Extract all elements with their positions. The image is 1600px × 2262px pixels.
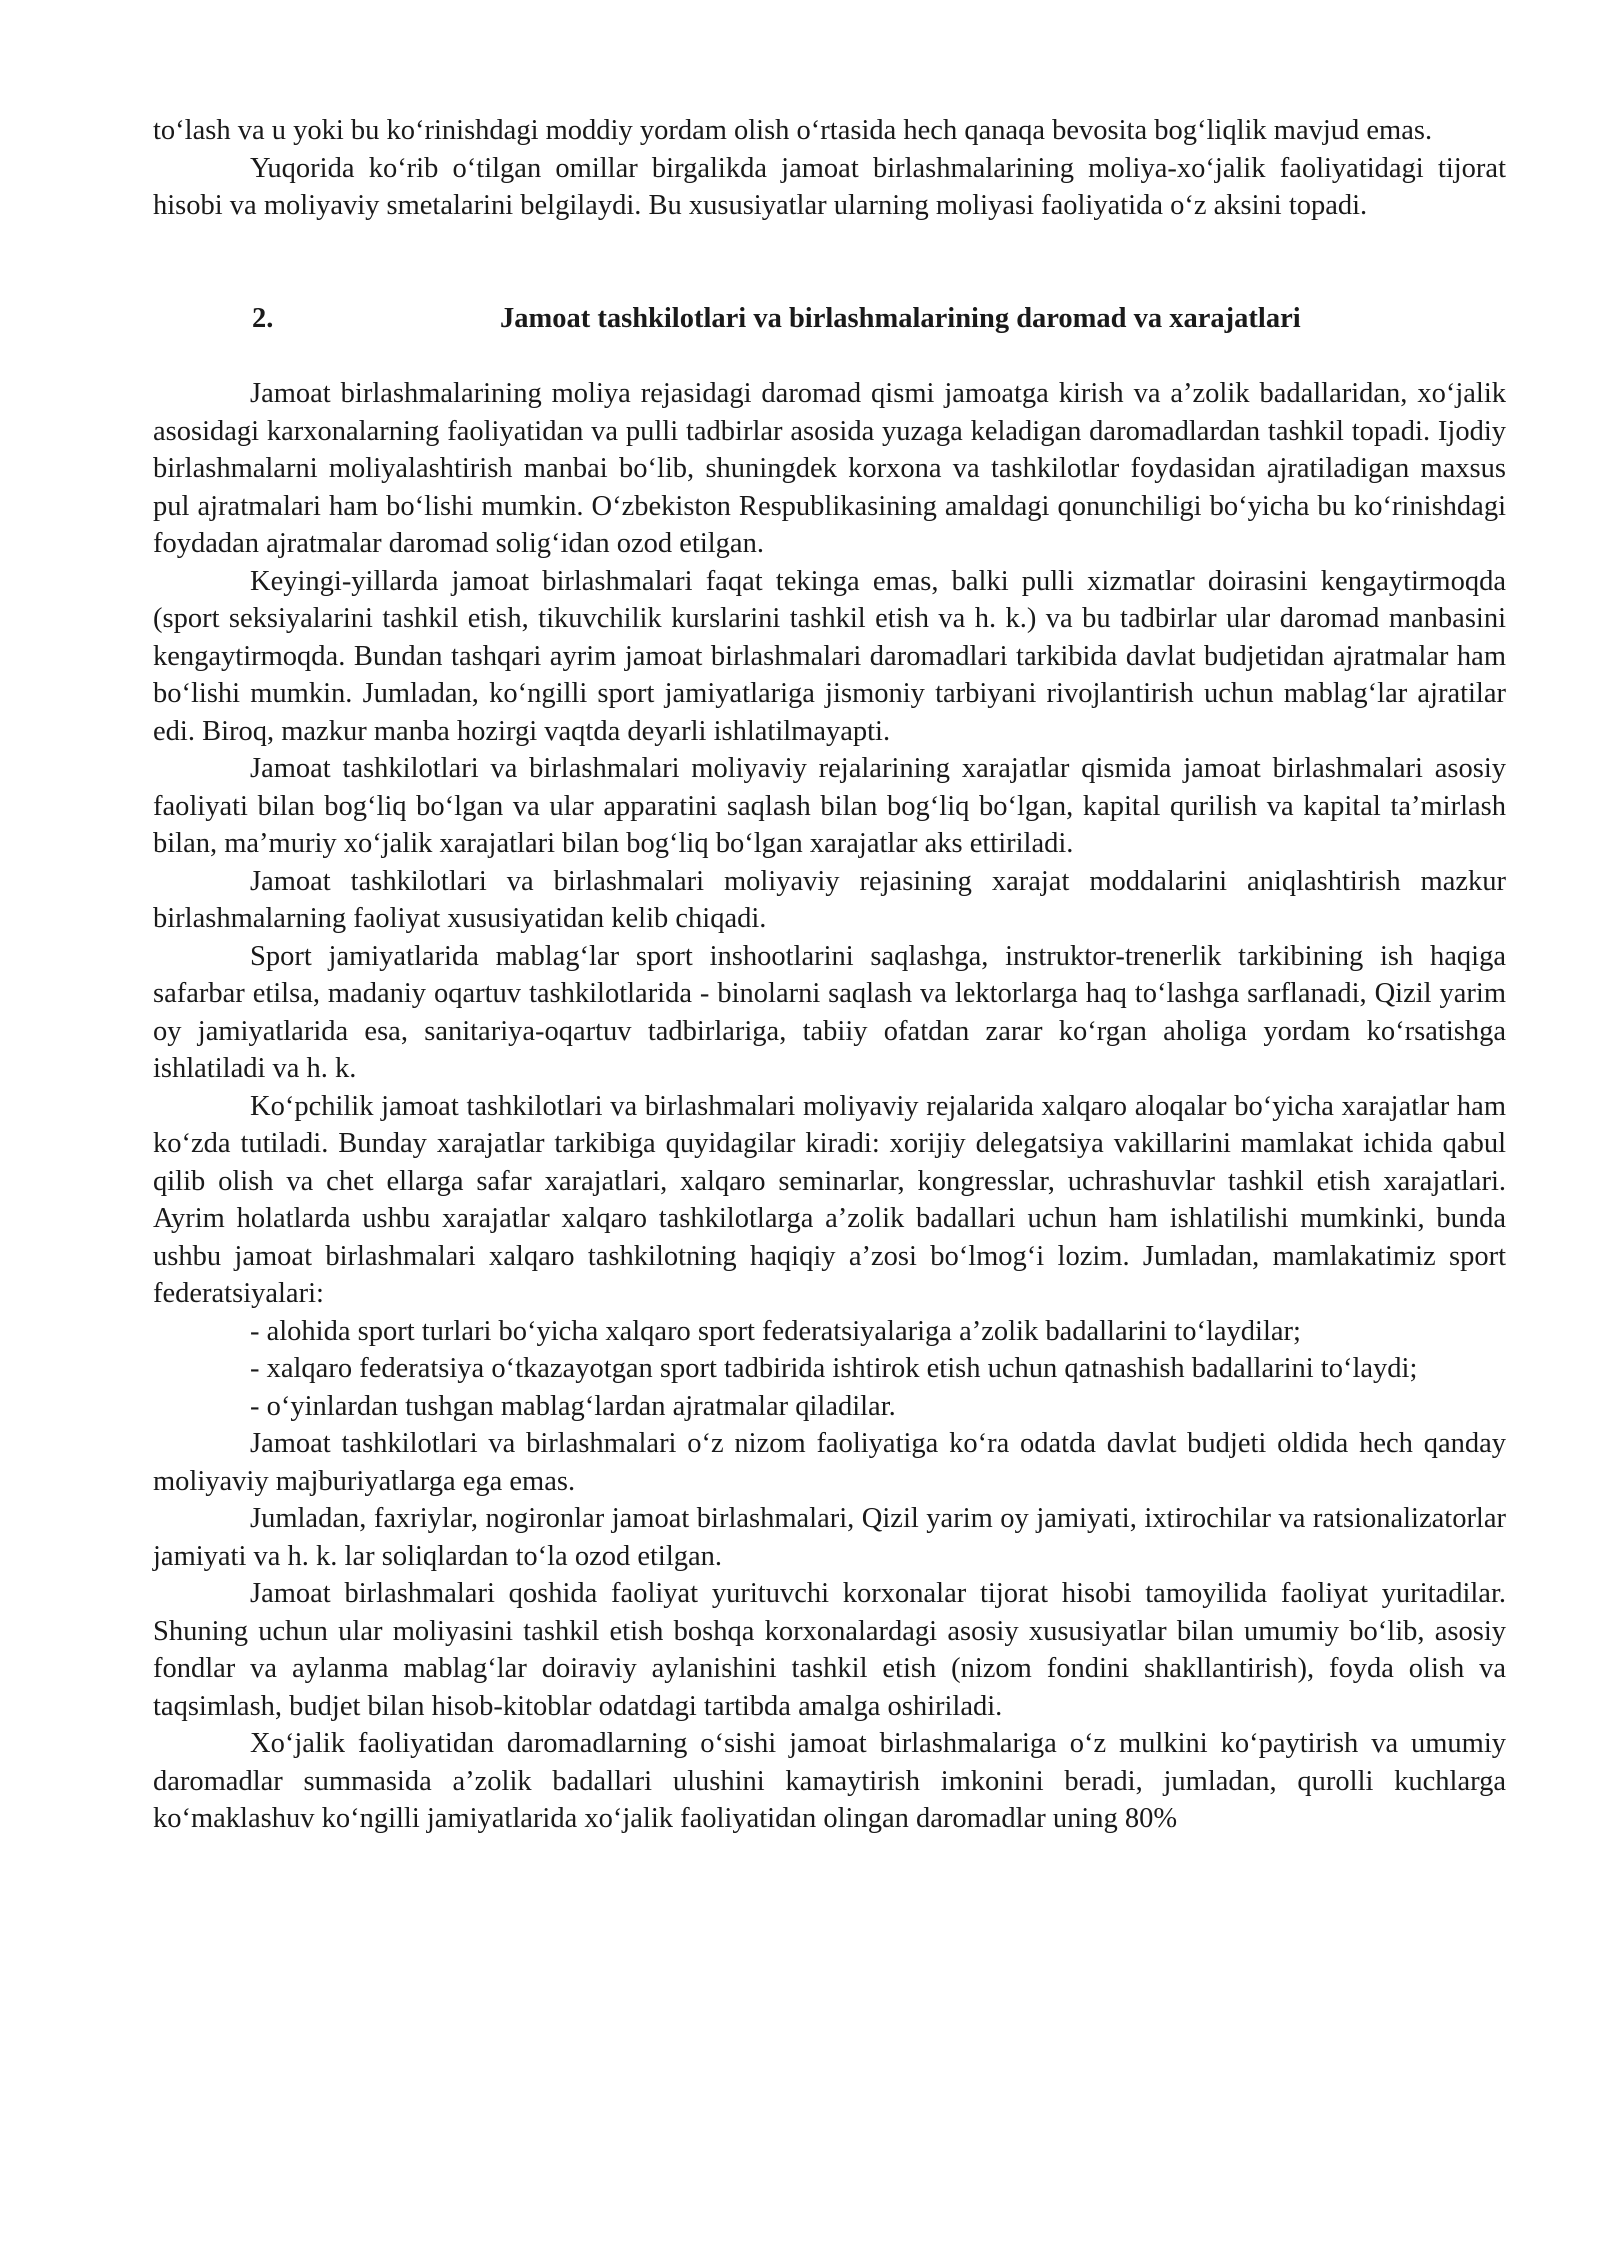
paragraph: Xo‘jalik faoliyatidan daromadlarning o‘sishi jamoat birlashmalariga o‘z mulkini ko‘paytirish va umumiy daromadlar summasida a’zolik badallari ulushini kamaytirish imkonini beradi, jumladan, qurolli kuchlarga ko‘maklashuv ko‘ngilli jamiyatlarida xo‘jalik faoliyatidan olingan daromadlar uning 80% [153,1728,1506,1834]
document-page [153,112,1506,1838]
list-item: - alohida sport turlari bo‘yicha xalqaro sport federatsiyalariga a’zolik badallarini to‘laydilar; [250,1315,1301,1347]
paragraph: Keyingi-yillarda jamoat birlashmalari faqat tekinga emas, balki pulli xizmatlar doirasini kengaytirmoqda (sport seksiyalarini tashkil etish, tikuvchilik kurslarini tashkil etish va h. k.) va bu tadbirlar ular daromad manbasini kengaytirmoqda. Bundan tashqari ayrim jamoat birlashmalari daromadlari tarkibida davlat budjetidan ajratmalar ham bo‘lishi mumkin. Jumladan, ko‘ngilli sport jamiyatlariga jismoniy tarbiyani rivojlantirish uchun mablag‘lar ajratilar edi. Biroq, mazkur manba hozirgi vaqtda deyarli ishlatilmayapti. [153,565,1506,747]
paragraph: Jumladan, faxriylar, nogironlar jamoat birlashmalari, Qizil yarim oy jamiyati, ixtirochilar va ratsionalizatorlar jamiyati va h. k. lar soliqlardan to‘la ozod etilgan. [153,1503,1506,1572]
section-number: 2. [252,302,274,334]
paragraph: Jamoat birlashmalari qoshida faoliyat yurituvchi korxonalar tijorat hisobi tamoyilida faoliyat yuritadilar. Shuning uchun ular moliyasini tashkil etish boshqa korxonalardagi asosiy xususiyatlar bilan umumiy bo‘lib, asosiy fondlar va aylanma mablag‘lar doiraviy aylanishini tashkil etish (nizom fondini shakllantirish), foyda olish va taqsimlash, budjet bilan hisob-kitoblar odatdagi tartibda amalga oshiriladi. [153,1578,1506,1722]
paragraph: Jamoat birlashmalarining moliya rejasidagi daromad qismi jamoatga kirish va a’zolik badallaridan, xo‘jalik asosidagi karxonalarning faoliyatidan va pulli tadbirlar asosida yuzaga keladigan daromadlardan tashkil topadi. Ijodiy birlashmalarni moliyalashtirish manbai bo‘lib, shuningdek korxona va tashkilotlar foydasidan ajratiladigan maxsus pul ajratmalari ham bo‘lishi mumkin. O‘zbekiston Respublikasining amaldagi qonunchiligi bo‘yicha bu ko‘rinishdagi foydadan ajratmalar daromad solig‘idan ozod etilgan. [153,378,1506,559]
list-item: - o‘yinlardan tushgan mablag‘lardan ajratmalar qiladilar. [250,1390,896,1422]
paragraph: Sport jamiyatlarida mablag‘lar sport inshootlarini saqlashga, instruktor-trenerlik tarkibining ish haqiga safarbar etilsa, madaniy oqartuv tashkilotlarida - binolarni saqlash va lektorlarga haq to‘lashga sarflanadi, Qizil yarim oy jamiyatlarida esa, sanitariya-oqartuv tadbirlariga, tabiiy ofatdan zarar ko‘rgan aholiga yordam ko‘rsatishga ishlatiladi va h. k. [153,940,1506,1084]
paragraph-intro-continuation: to‘lash va u yoki bu ko‘rinishdagi moddiy yordam olish o‘rtasida hech qanaqa bevosita bog‘liqlik mavjud emas. [153,115,1433,146]
section-heading [153,300,1506,338]
paragraph-intro-summary: Yuqorida ko‘rib o‘tilgan omillar birgalikda jamoat birlashmalarining moliya-xo‘jalik faoliyatidagi tijorat hisobi va moliyaviy smetalarini belgilaydi. Bu xususiyatlar ularning moliyasi faoliyatida o‘z aksini topadi. [153,152,1506,221]
paragraph: Jamoat tashkilotlari va birlashmalari moliyaviy rejalarining xarajatlar qismida jamoat birlashmalari asosiy faoliyati bilan bog‘liq bo‘lgan va ular apparatini saqlash bilan bog‘liq bo‘lgan, kapital qurilish va kapital ta’mirlash bilan, ma’muriy xo‘jalik xarajatlari bilan bog‘liq bo‘lgan xarajatlar aks ettiriladi. [153,753,1506,859]
paragraph: Ko‘pchilik jamoat tashkilotlari va birlashmalari moliyaviy rejalarida xalqaro aloqalar bo‘yicha xarajatlar ham ko‘zda tutiladi. Bunday xarajatlar tarkibiga quyidagilar kiradi: xorijiy delegatsiya vakillarini mamlakat ichida qabul qilib olish va chet ellarga safar xarajatlari, xalqaro seminarlar, kongresslar, uchrashuvlar tashkil etish xarajatlari. Ayrim holatlarda ushbu xarajatlar xalqaro tashkilotlarga a’zolik badallari uchun ham ishlatilishi mumkinki, bunda ushbu jamoat birlashmalari xalqaro tashkilotning haqiqiy a’zosi bo‘lmog‘i lozim. Jumladan, mamlakatimiz sport federatsiyalari: [153,1090,1506,1309]
section-title: Jamoat tashkilotlari va birlashmalarining daromad va xarajatlari [500,302,1301,334]
paragraph: Jamoat tashkilotlari va birlashmalari moliyaviy rejasining xarajat moddalarini aniqlashtirish mazkur birlashmalarning faoliyat xususiyatidan kelib chiqadi. [153,865,1506,934]
paragraph: Jamoat tashkilotlari va birlashmalari o‘z nizom faoliyatiga ko‘ra odatda davlat budjeti oldida hech qanday moliyaviy majburiyatlarga ega emas. [153,1428,1506,1497]
list-item: - xalqaro federatsiya o‘tkazayotgan sport tadbirida ishtirok etish uchun qatnashish badallarini to‘laydi; [250,1353,1418,1384]
